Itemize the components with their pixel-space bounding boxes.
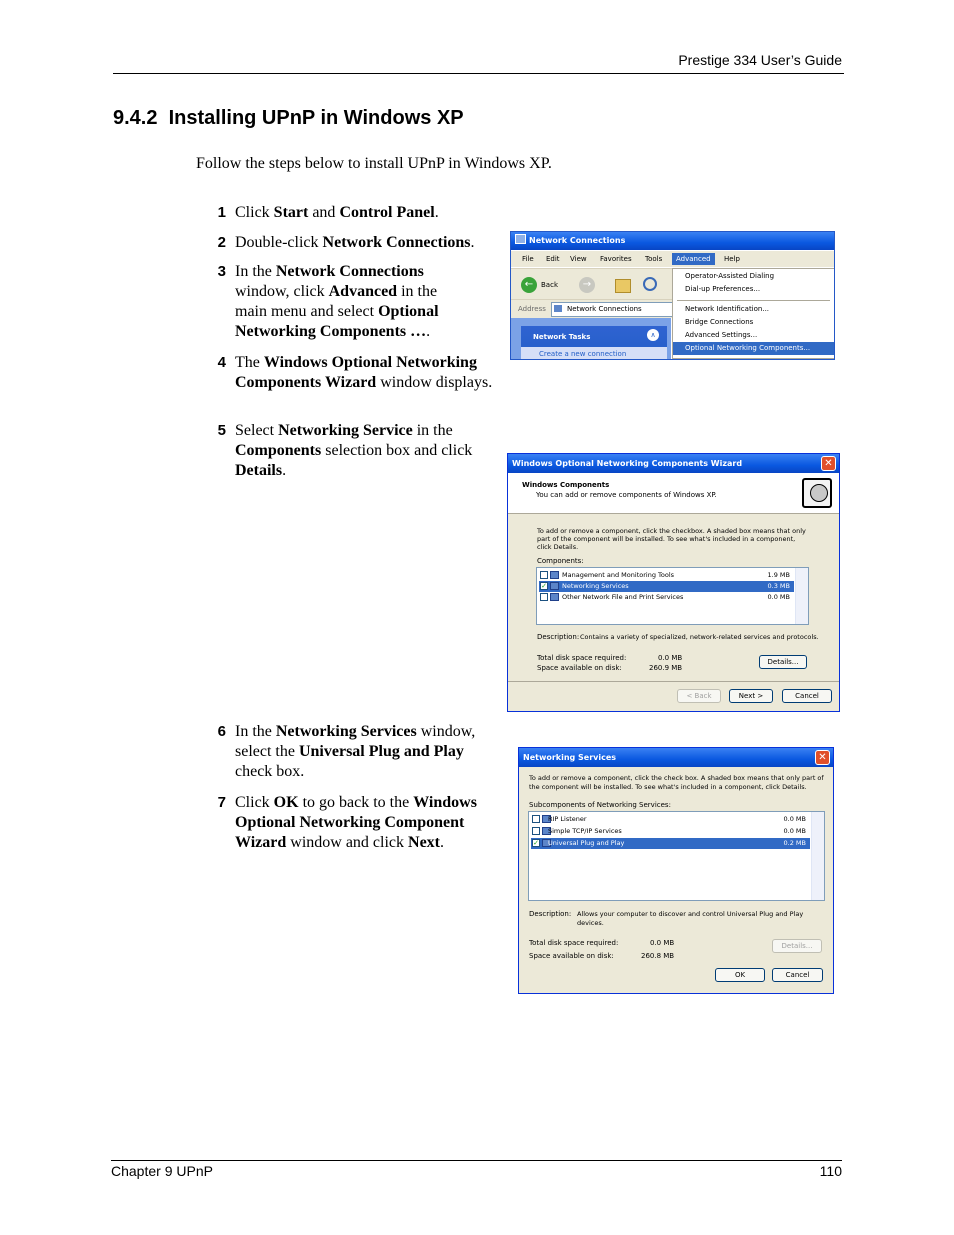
window-title-bar: [519, 748, 833, 767]
details-button[interactable]: Details...: [759, 655, 807, 669]
description-label: Description:: [537, 633, 580, 641]
guide-title: Prestige 334 User’s Guide: [678, 52, 842, 68]
space-required-value: 0.0 MB: [650, 939, 675, 947]
step-7: [196, 793, 496, 853]
window-title: Windows Optional Networking Components Wizard: [512, 459, 743, 468]
menu-tools[interactable]: Tools: [645, 255, 663, 263]
checkbox[interactable]: [532, 815, 540, 823]
tasks-body: [521, 347, 667, 360]
components-list[interactable]: [536, 567, 809, 625]
address-field[interactable]: [551, 302, 683, 317]
forward-arrow-icon[interactable]: →: [579, 277, 595, 293]
section-heading: 9.4.2 Installing UPnP in Windows XP: [113, 107, 464, 129]
step-5: [196, 421, 496, 481]
intro-text: Follow the steps below to install UPnP in Windows XP.: [196, 155, 552, 172]
network-connections-window: [510, 231, 835, 360]
checkbox-checked[interactable]: ✓: [541, 582, 547, 590]
subcomponents-list[interactable]: [528, 811, 825, 901]
wizard-separator: [508, 681, 839, 682]
component-name: Simple TCP/IP Services: [548, 827, 622, 835]
space-available-label: Space available on disk:: [537, 664, 622, 672]
component-name: Other Network File and Print Services: [562, 593, 684, 601]
window-title-bar: [511, 232, 834, 250]
menu-bar: [511, 251, 835, 267]
component-size: 1.9 MB: [767, 571, 790, 579]
cancel-button[interactable]: Cancel: [772, 968, 823, 982]
menu-network-identification[interactable]: Network Identification...: [685, 305, 770, 313]
task-create-connection[interactable]: Create a new connection: [539, 350, 627, 358]
menu-edit[interactable]: Edit: [546, 255, 560, 263]
step-number: 1: [217, 204, 226, 221]
search-icon[interactable]: [643, 277, 657, 291]
back-button[interactable]: < Back: [677, 689, 721, 703]
component-size: 0.0 MB: [783, 815, 806, 823]
footer-rule: [111, 1160, 842, 1161]
address-label: Address: [518, 305, 546, 313]
tasks-pane: [511, 318, 671, 360]
tasks-title[interactable]: Network Tasks: [533, 333, 591, 341]
space-available-label: Space available on disk:: [529, 952, 614, 960]
step-text: Click OK to go back to the Windows Optional Networking Component Wizard window and click Next.: [235, 794, 477, 851]
network-component-icon: [550, 593, 559, 601]
checkbox[interactable]: [540, 571, 548, 579]
window-title: Networking Services: [523, 753, 617, 762]
wizard-window: [507, 453, 840, 712]
step-number: 7: [217, 794, 226, 811]
menu-bridge-connections[interactable]: Bridge Connections: [685, 318, 754, 326]
description-text: Allows your computer to discover and control Universal Plug and Play devices.: [577, 910, 804, 927]
component-size: 0.0 MB: [783, 827, 806, 835]
checkbox[interactable]: [532, 827, 540, 835]
list-item[interactable]: [539, 581, 794, 592]
wizard-subdesc: You can add or remove components of Windows XP.: [536, 491, 717, 499]
list-item[interactable]: [539, 570, 794, 581]
address-value: Network Connections: [567, 305, 642, 313]
collapse-icon[interactable]: ∧: [647, 329, 659, 341]
step-number: 4: [217, 354, 226, 371]
step-4: [196, 353, 496, 393]
list-item[interactable]: [531, 826, 810, 837]
component-name: Universal Plug and Play: [548, 839, 625, 847]
wizard-subtitle: Windows Components: [522, 481, 610, 489]
step-text: Click Start and Control Panel.: [235, 204, 439, 221]
step-text: In the Networking Services window, select the Universal Plug and Play check box.: [235, 723, 476, 780]
details-button[interactable]: Details...: [772, 939, 822, 953]
menu-advanced-settings[interactable]: Advanced Settings...: [685, 331, 758, 339]
advanced-dropdown-menu: [672, 268, 835, 359]
window-title: Network Connections: [529, 236, 626, 245]
network-icon: [515, 234, 526, 244]
list-item[interactable]: [539, 592, 794, 603]
step-1: [196, 203, 496, 223]
header-rule: [113, 73, 844, 74]
component-size: 0.2 MB: [783, 839, 806, 847]
components-wizard-icon: [802, 478, 832, 508]
subcomponents-label: Subcomponents of Networking Services:: [529, 801, 671, 809]
menu-help[interactable]: Help: [724, 255, 740, 263]
step-number: 2: [217, 234, 226, 251]
cancel-button[interactable]: Cancel: [782, 689, 832, 703]
description-label: Description:: [529, 910, 572, 918]
step-number: 5: [217, 422, 226, 439]
step-text: The Windows Optional Networking Components Wizard window displays.: [235, 354, 493, 391]
checkbox[interactable]: [540, 593, 548, 601]
back-button-label[interactable]: Back: [541, 281, 558, 289]
network-component-icon: [550, 582, 559, 590]
list-item[interactable]: [531, 838, 810, 849]
menu-favorites[interactable]: Favorites: [600, 255, 632, 263]
step-6: [196, 722, 496, 782]
footer-chapter: Chapter 9 UPnP: [111, 1163, 213, 1179]
list-scrollbar[interactable]: [811, 812, 824, 900]
menu-separator: [677, 300, 830, 301]
space-required-label: Total disk space required:: [537, 654, 627, 662]
menu-view[interactable]: View: [570, 255, 587, 263]
component-name: Networking Services: [562, 582, 629, 590]
close-icon[interactable]: ✕: [815, 750, 830, 765]
menu-file[interactable]: File: [522, 255, 534, 263]
component-size: 0.3 MB: [767, 582, 790, 590]
networking-services-window: [518, 747, 834, 994]
back-arrow-icon[interactable]: ←: [521, 277, 537, 293]
step-text: In the Network Connections window, click Advanced in the main menu and select Optional Networking Components ….: [235, 263, 439, 340]
step-3: [196, 262, 496, 342]
menu-optional-networking-components[interactable]: Optional Networking Components...: [673, 342, 834, 355]
wizard-header: [508, 473, 839, 514]
network-icon: [554, 305, 562, 312]
space-required-value: 0.0 MB: [658, 654, 683, 662]
list-scrollbar[interactable]: [795, 568, 808, 624]
list-item[interactable]: [531, 814, 810, 825]
services-instructions: To add or remove a component, click the check box. A shaded box means that only part of the component will be installed. To see what's included in a component, click Details.: [529, 774, 824, 791]
step-text: Double-click Network Connections.: [235, 234, 475, 251]
menu-dialup-preferences[interactable]: Dial-up Preferences...: [685, 285, 761, 293]
step-2: [196, 233, 496, 253]
menu-advanced[interactable]: Advanced: [672, 253, 715, 265]
network-component-icon: [550, 571, 559, 579]
component-name: RIP Listener: [548, 815, 587, 823]
component-name: Management and Monitoring Tools: [562, 571, 675, 579]
checkbox-checked[interactable]: ✓: [533, 839, 539, 847]
next-button[interactable]: Next >: [729, 689, 773, 703]
window-title-bar: [508, 454, 839, 473]
tasks-panel: [521, 326, 667, 360]
wizard-instructions: To add or remove a component, click the checkbox. A shaded box means that only part of the component will be installed. To see what's included in a component, click Details.: [537, 527, 806, 551]
step-number: 3: [217, 263, 226, 280]
description-text: Contains a variety of specialized, network-related services and protocols.: [580, 633, 819, 641]
components-label: Components:: [537, 557, 584, 565]
space-available-value: 260.8 MB: [641, 952, 675, 960]
step-number: 6: [217, 723, 226, 740]
menu-operator-assisted-dialing[interactable]: Operator-Assisted Dialing: [685, 272, 775, 280]
folder-up-icon[interactable]: [615, 279, 631, 293]
step-text: Select Networking Service in the Components selection box and click Details.: [235, 422, 473, 479]
ok-button[interactable]: OK: [715, 968, 765, 982]
close-icon[interactable]: ✕: [821, 456, 836, 471]
component-size: 0.0 MB: [767, 593, 790, 601]
space-required-label: Total disk space required:: [529, 939, 619, 947]
page-number: 110: [819, 1163, 842, 1179]
space-available-value: 260.9 MB: [649, 664, 683, 672]
